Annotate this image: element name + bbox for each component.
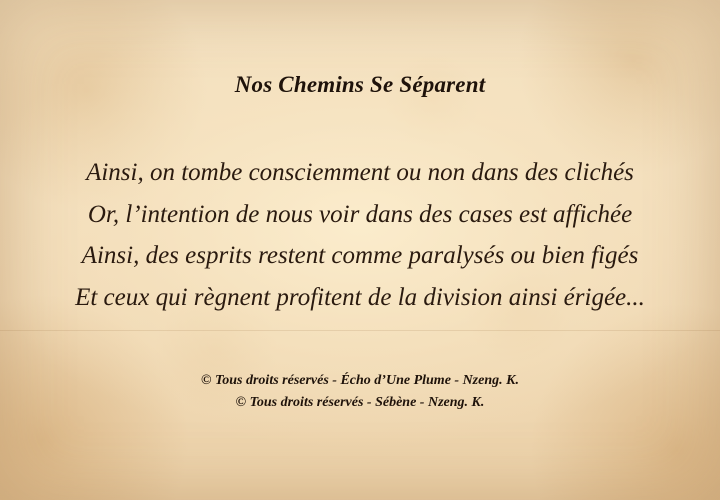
poem-verse: Or, l’intention de nous voir dans des cases est affichée (87, 200, 633, 228)
copyright-block (0, 370, 720, 414)
copyright-line: © Tous droits réservés - Sébène - Nzeng. K. (235, 395, 485, 410)
copyright-line: © Tous droits réservés - Écho d’Une Plume - Nzeng. K. (201, 373, 519, 388)
poem-verse: Ainsi, on tombe consciemment ou non dans des clichés (86, 159, 634, 186)
poem-verse: Ainsi, des esprits restent comme paralysés ou bien figés (81, 242, 639, 269)
paper-fold-line (0, 330, 720, 331)
poem-stanza (0, 152, 720, 318)
poem-verse: Et ceux qui règnent profitent de la division ainsi érigée... (75, 283, 645, 311)
poem-title: Nos Chemins Se Séparent (234, 72, 486, 97)
